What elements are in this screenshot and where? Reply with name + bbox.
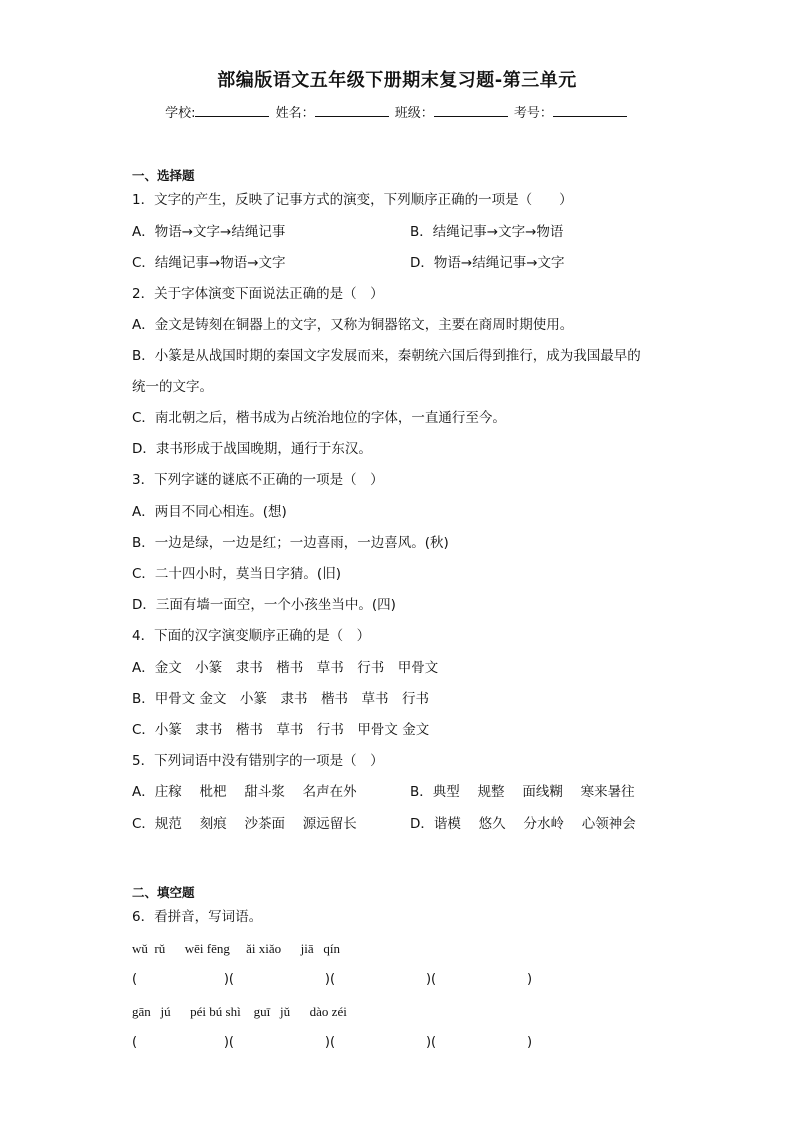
question-5-option-d: D．谐模 悠久 分水岭 心领神会: [410, 816, 636, 832]
answer-brackets-row-2[interactable]: ( )( )( )( ): [132, 1035, 533, 1050]
question-5-option-b: B．典型 规整 面线糊 寒来暑往: [410, 784, 635, 800]
pinyin-row-1: wǔ rǔ wēi fēng ǎi xiǎo jiā qín: [132, 941, 340, 956]
pinyin-row-2: gān jú péi bú shì guī jǔ dào zéi: [132, 1004, 347, 1019]
question-3-stem: 3．下列字谜的谜底不正确的一项是（ ）: [132, 472, 384, 488]
question-3-option-c: C．二十四小时，莫当日字猜。(旧): [132, 566, 341, 582]
exam-no-label: 考号：: [513, 106, 553, 121]
question-5-option-c: C．规范 刻痕 沙茶面 源远留长: [132, 816, 357, 832]
question-2-option-a: A．金文是铸刻在铜器上的文字，又称为铜器铭文，主要在商周时期使用。: [132, 317, 574, 333]
question-1-stem: 1．文字的产生，反映了记事方式的演变，下列顺序正确的一项是（ ）: [132, 192, 573, 208]
question-1-option-c: C．结绳记事→物语→文字: [132, 255, 286, 271]
question-4-option-c: C．小篆 隶书 楷书 草书 行书 甲骨文 金文: [132, 722, 430, 738]
question-2-stem: 2．关于字体演变下面说法正确的是（ ）: [132, 286, 384, 302]
question-1-option-b: B．结绳记事→文字→物语: [410, 224, 564, 240]
question-5-stem: 5．下列词语中没有错别字的一项是（ ）: [132, 753, 384, 769]
exam-no-blank[interactable]: [553, 104, 627, 117]
question-4-stem: 4．下面的汉字演变顺序正确的是（ ）: [132, 628, 371, 644]
page-title: 部编版语文五年级下册期末复习题-第三单元: [217, 70, 577, 91]
class-blank[interactable]: [434, 104, 508, 117]
answer-brackets-row-1[interactable]: ( )( )( )( ): [132, 972, 533, 987]
name-label: 姓名：: [275, 106, 315, 121]
name-blank[interactable]: [315, 104, 389, 117]
question-3-option-b: B．一边是绿，一边是红；一边喜雨，一边喜风。(秋): [132, 535, 449, 551]
student-info-row: [0, 102, 794, 121]
question-6-stem: 6．看拼音，写词语。: [132, 909, 263, 925]
question-5-option-a: A．庄稼 枇杷 甜斗浆 名声在外: [132, 784, 357, 800]
question-2-option-d: D．隶书形成于战国晚期，通行于东汉。: [132, 441, 372, 457]
question-2-option-b-line1: B．小篆是从战国时期的秦国文字发展而来，秦朝统六国后得到推行，成为我国最早的: [132, 348, 641, 364]
question-2-option-c: C．南北朝之后，楷书成为占统治地位的字体，一直通行至今。: [132, 410, 506, 426]
question-3-option-d: D．三面有墙一面空，一个小孩坐当中。(四): [132, 597, 396, 613]
question-4-option-a: A．金文 小篆 隶书 楷书 草书 行书 甲骨文: [132, 660, 439, 676]
class-label: 班级：: [394, 106, 434, 121]
question-4-option-b: B．甲骨文 金文 小篆 隶书 楷书 草书 行书: [132, 691, 430, 707]
question-1-option-a: A．物语→文字→结绳记事: [132, 224, 286, 240]
section-heading-choice: 一、选择题: [132, 168, 195, 183]
question-3-option-a: A．两目不同心相连。(想): [132, 504, 287, 520]
school-label: 学校:: [165, 106, 196, 121]
section-heading-fill: 二、填空题: [132, 885, 195, 900]
school-blank[interactable]: [195, 104, 269, 117]
question-1-option-d: D．物语→结绳记事→文字: [410, 255, 565, 271]
question-2-option-b-line2: 统一的文字。: [132, 379, 213, 395]
